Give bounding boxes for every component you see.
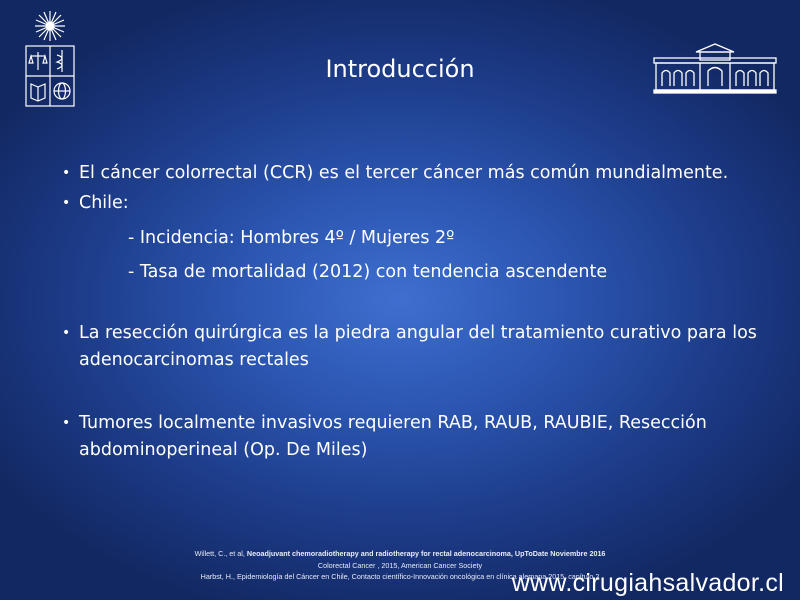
reference-2: Colorectal Cancer , 2015, American Cancer Society (317, 560, 483, 570)
slide-content (62, 160, 782, 464)
bullet-item (62, 190, 782, 217)
bullet-text: Chile: (79, 193, 129, 213)
sub-item: - Tasa de mortalidad (2012) con tendencia ascendente (128, 262, 608, 282)
website-watermark: www.cirugiahsalvador.cl (511, 569, 784, 597)
reference-1 (0, 548, 800, 560)
bullet-dot-icon: • (62, 325, 71, 341)
bullet-text: La resección quirúrgica es la piedra angular del tratamiento curativo para los adenocarcinomas rectales (79, 323, 757, 370)
sub-item: - Incidencia: Hombres 4º / Mujeres 2º (128, 228, 455, 248)
bullet-dot-icon: • (62, 415, 71, 431)
bullet-item (62, 320, 769, 374)
bullet-dot-icon: • (62, 165, 71, 181)
bullet-item (62, 410, 769, 464)
bullet-dot-icon: • (62, 195, 71, 211)
reference-1-authors: Willett, C., et al, (194, 549, 247, 558)
bullet-text: Tumores localmente invasivos requieren RAB, RAUB, RAUBIE, Resección abdominoperineal (Op. De Miles) (79, 413, 707, 460)
slide-title: Introducción (325, 55, 475, 83)
bullet-text: El cáncer colorrectal (CCR) es el tercer cáncer más común mundialmente. (79, 163, 729, 183)
bullet-item (62, 160, 782, 187)
reference-1-title: Neoadjuvant chemoradiotherapy and radiotherapy for rectal adenocarcinoma, UpToDate Noviembre 2016 (246, 549, 606, 558)
reference-3: Harbst, H., Epidemiología del Cáncer en Chile, Contacto científico-Innovación oncológica en clínica alemana 2015, capítulo 2 (200, 572, 600, 581)
